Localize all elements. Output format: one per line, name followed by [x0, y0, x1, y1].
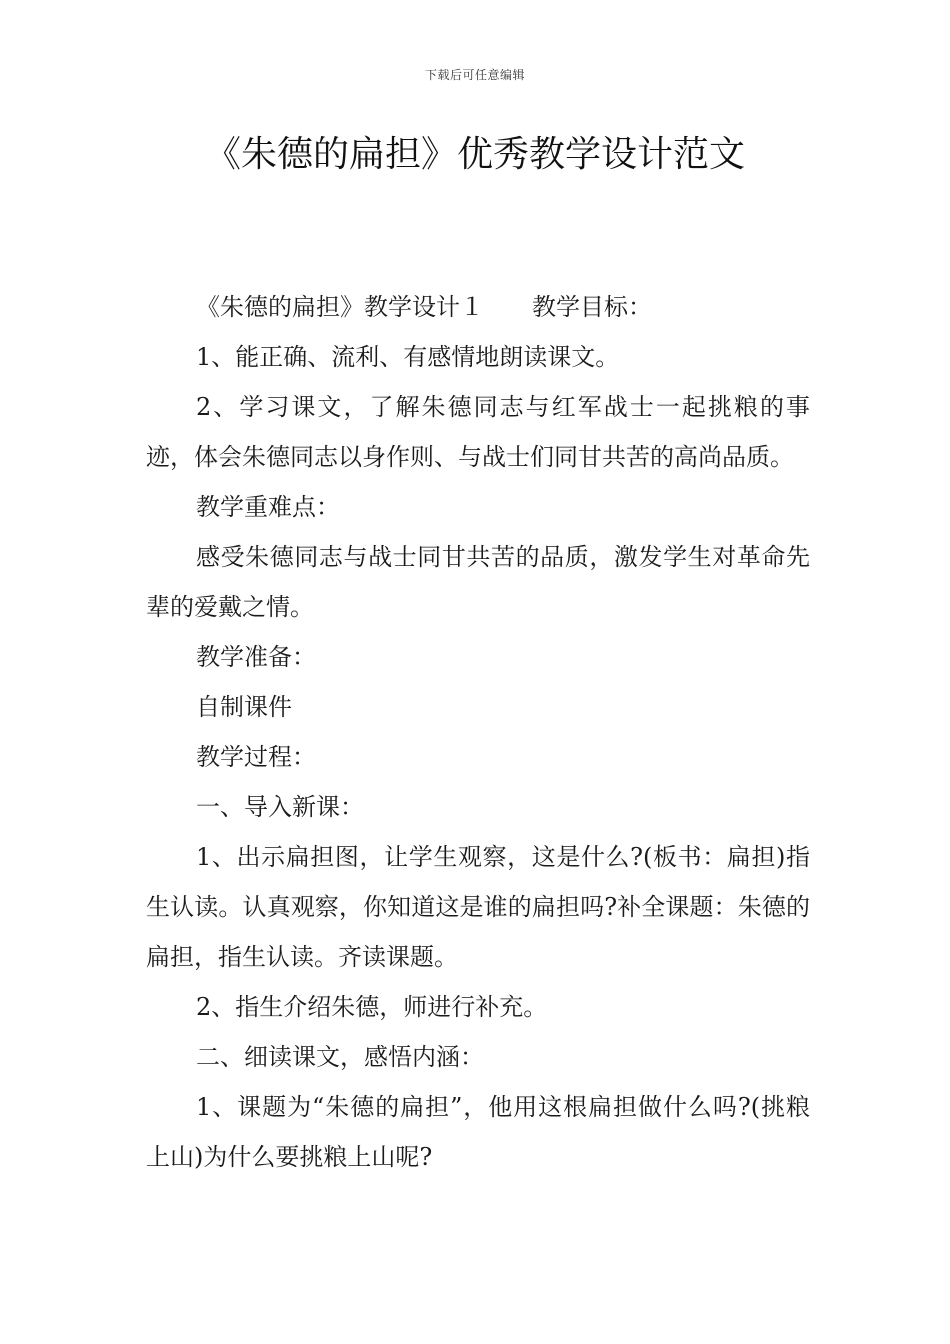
paragraph: 2、学习课文，了解朱德同志与红军战士一起挑粮的事迹，体会朱德同志以身作则、与战士们同甘共苦的高尚品质。 — [146, 393, 810, 471]
paragraph: 1、能正确、流利、有感情地朗读课文。 — [196, 343, 620, 371]
paragraph: 2、指生介绍朱德，师进行补充。 — [196, 993, 548, 1021]
document-body — [146, 282, 810, 1182]
paragraph: 1、出示扁担图，让学生观察，这是什么?(板书：扁担)指生认读。认真观察，你知道这是谁的扁担吗?补全课题：朱德的扁担，指生认读。齐读课题。 — [146, 843, 810, 971]
paragraph: 一、导入新课： — [196, 793, 364, 821]
paragraph: 教学准备： — [196, 643, 316, 671]
paragraph: 自制课件 — [196, 693, 292, 721]
paragraph: 《朱德的扁担》教学设计１ 教学目标： — [196, 293, 652, 321]
paragraph: 1、课题为“朱德的扁担”，他用这根扁担做什么吗?(挑粮上山)为什么要挑粮上山呢? — [146, 1093, 810, 1171]
paragraph: 感受朱德同志与战士同甘共苦的品质，激发学生对革命先辈的爱戴之情。 — [146, 543, 810, 621]
paragraph: 教学过程： — [196, 743, 316, 771]
page-header-note: 下载后可任意编辑 — [424, 68, 525, 82]
paragraph: 二、细读课文，感悟内涵： — [196, 1043, 484, 1071]
document-title: 《朱德的扁担》优秀教学设计范文 — [204, 134, 745, 175]
paragraph: 教学重难点： — [196, 493, 340, 521]
